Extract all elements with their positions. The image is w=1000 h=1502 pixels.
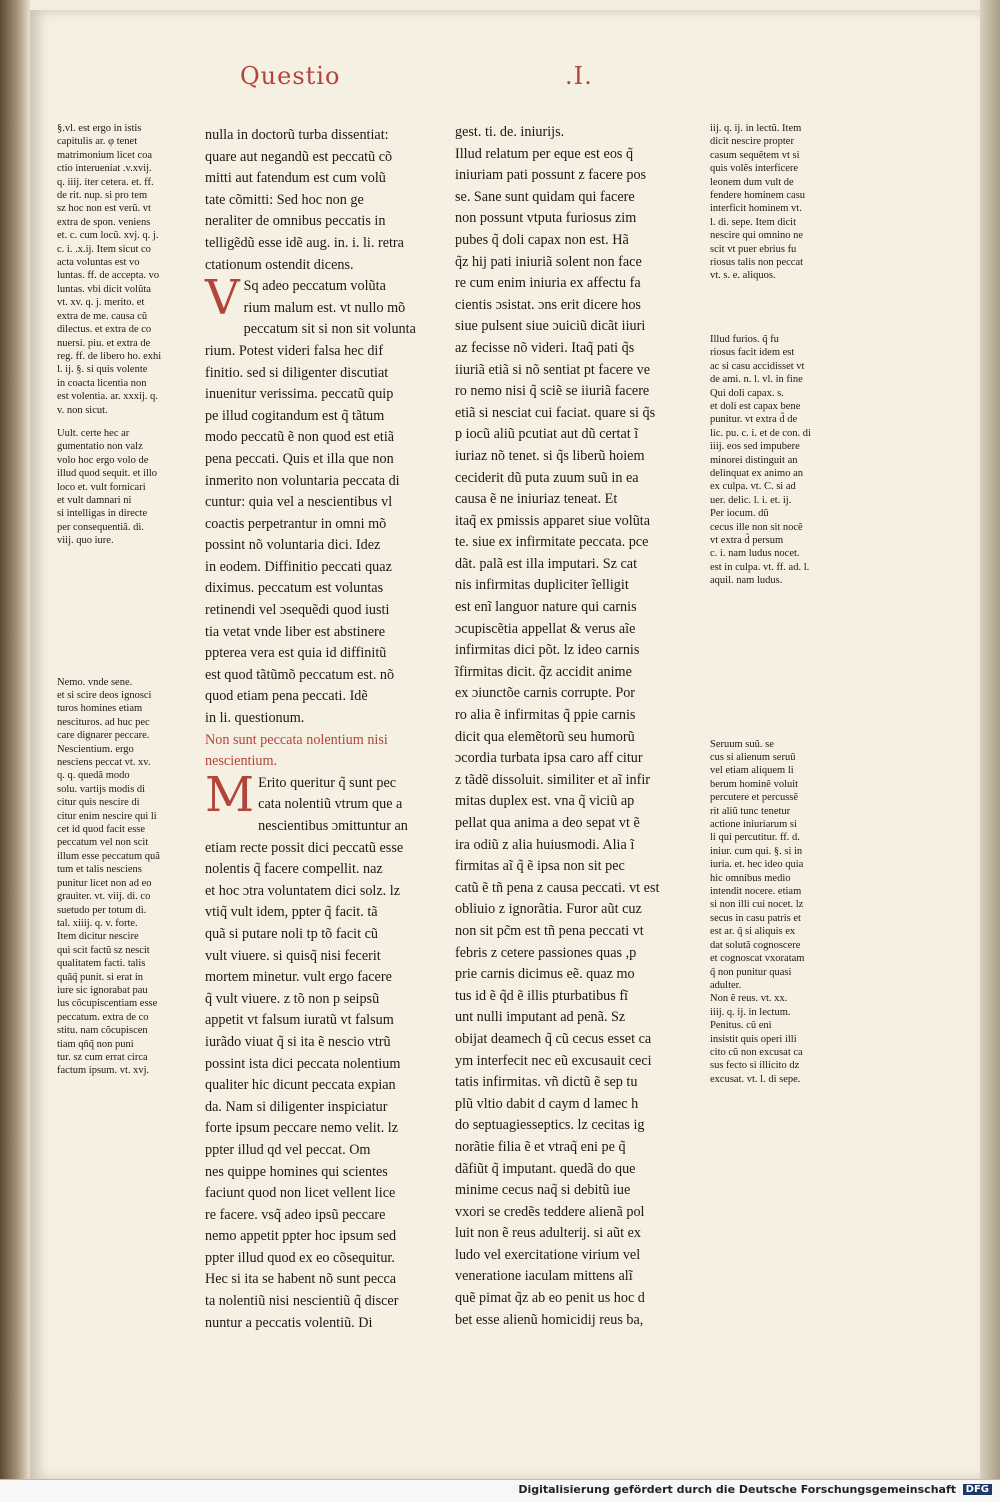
gloss-line: Illud furios. q̃ fu: [710, 333, 779, 345]
gloss-line: scit vt puer ebrius fu: [710, 243, 797, 255]
text-line: z tãdẽ dissoluit. similiter et aĩ infir: [455, 771, 651, 788]
gloss-line: nescituros. ad huc pec: [57, 716, 150, 728]
text-line: quã si putare noli tp tõ facit cũ: [205, 925, 378, 942]
gloss-line: et doli est capax bene: [710, 400, 801, 412]
text-line: te. siue ex infirmitate peccata. pce: [455, 534, 649, 551]
gloss-line: intendit nocere. etiam: [710, 886, 802, 898]
text-line: gest. ti. de. iniurijs.: [455, 124, 565, 140]
gloss-line: minorei distinguit an: [710, 454, 798, 466]
gloss-line: fendere hominem casu: [710, 190, 806, 202]
gloss-line: percutere et percussẽ: [710, 792, 799, 804]
text-line: Erito queritur q̃ sunt pec: [258, 774, 397, 791]
text-line: coactis perpetrantur in omni mõ: [205, 515, 387, 532]
text-line: itaq̃ ex pmissis apparet siue volũta: [455, 512, 651, 529]
gloss-line: loco et. vult fornicari: [57, 481, 146, 493]
gloss-line: per consequentiã. di.: [57, 521, 144, 533]
text-line: dãfiũt q̃ imputant. quedã do que: [455, 1160, 636, 1177]
gloss-line: ac si casu accidisset vt: [710, 360, 805, 372]
text-line: norãtie filia ẽ et vtraq̃ eni pe q̃: [455, 1138, 626, 1155]
gloss-line: cecus ille non sit nocẽ: [710, 521, 803, 533]
gloss-line: illum esse peccatum quã: [57, 850, 160, 862]
text-line: dicit qua elemẽtorũ seu humorũ: [455, 728, 635, 745]
gloss-line: nesciens peccat vt. xv.: [57, 757, 151, 769]
text-line: pe illud cogitandum est q̃ tãtum: [205, 407, 385, 424]
gloss-line: iuria. et. hec ideo quia: [710, 859, 804, 871]
gloss-line: viij. quo iure.: [57, 535, 114, 547]
gloss-line: Seruum suũ. se: [710, 738, 774, 750]
gloss-right-column: [710, 122, 840, 1232]
text-line: causa ẽ ne iniuriaz teneat. Et: [455, 491, 618, 508]
text-line: quare aut negandũ est peccatũ cõ: [205, 148, 393, 165]
gloss-right-block-2: [710, 333, 840, 588]
text-line: ceciderit dũ puta zuum suũ in ea: [455, 469, 639, 486]
gloss-line: §.vl. est ergo in istis: [57, 123, 142, 134]
text-line: q̃z hij pati iniuriã solent non face: [455, 253, 642, 270]
gloss-line: extra de me. causa cũ: [57, 310, 148, 322]
gloss-left-block-3: [57, 676, 182, 743]
running-head-number: .I.: [565, 62, 593, 90]
gloss-line: cito cũ non excusat ca: [710, 1046, 803, 1058]
gloss-line: cet id quod facit esse: [57, 824, 146, 836]
gloss-line: aquil. nam ludus.: [710, 575, 783, 587]
text-line: Sq adeo peccatum volũta: [243, 278, 386, 295]
gloss-line: berum hominẽ voluit: [710, 778, 799, 790]
gloss-line: Penitus. cũ eni: [710, 1020, 772, 1032]
text-line: Hec si ita se habent nõ sunt pecca: [205, 1271, 397, 1288]
gloss-line: l. ij. §. si quis volente: [57, 364, 148, 376]
running-head-title: Questio: [240, 62, 341, 90]
gloss-line: iiij. eos sed impubere: [710, 441, 800, 453]
gloss-line: capitulis ar. φ tenet: [57, 136, 138, 148]
text-line: ɔcordia turbata ipsa caro aff citur: [455, 750, 643, 767]
gloss-line: Item dicitur nescire: [57, 931, 139, 943]
gloss-line: luntas. ff. de accepta. vo: [57, 270, 160, 282]
decorated-initial-m: M: [205, 766, 255, 823]
text-line: telligẽdũ esse idẽ aug. in. i. li. retra: [205, 234, 404, 251]
gloss-line: sz hoc non est verũ. vt: [57, 203, 151, 215]
gloss-line: qualitatem facti. talis: [57, 958, 146, 970]
gloss-line: riosus talis non peccat: [710, 257, 804, 269]
gloss-right-block-3: [710, 738, 840, 1087]
text-line: vxori se credẽs teddere alienã pol: [455, 1203, 645, 1220]
text-line: ludo vel exercitatione virium vel: [455, 1246, 641, 1263]
text-line: re facere. vsq̃ adeo ipsũ peccare: [205, 1206, 386, 1223]
text-line: vtiq̃ vult idem, ppter q̃ facit. tã: [205, 904, 378, 921]
gloss-line: in coacta licentia non: [57, 377, 147, 389]
text-line: nis infirmitas dupliciter ĩelligit: [455, 577, 629, 594]
text-line: vult viuere. si quisq̃ nisi fecerit: [205, 947, 381, 964]
page-edge: [980, 0, 1000, 1490]
text-line: da. Nam si diligenter inspiciatur: [205, 1098, 388, 1115]
gloss-line: punitur. vt extra d̃ de: [710, 414, 798, 426]
gloss-line: si intelligas in directe: [57, 508, 148, 520]
gloss-line: q̃ non punitur quasi: [710, 966, 792, 978]
text-line: et hoc ɔtra voluntatem dici solz. lz: [205, 882, 401, 899]
text-line: tia vetat vnde liber est abstinere: [205, 623, 386, 640]
gloss-line: c. i. nam ludus nocet.: [710, 548, 800, 560]
text-line: q̃ vult viuere. z tõ non p seipsũ: [205, 990, 380, 1007]
text-line: in li. questionum.: [205, 710, 305, 727]
gloss-line: c. i. .x.ij. Item sicut co: [57, 243, 151, 255]
gloss-left-block-4: [57, 743, 182, 1078]
text-line: ta nolentiũ nisi nescientiũ q̃ discer: [205, 1293, 399, 1310]
text-line: bet esse alienũ homicidij reus ba,: [455, 1311, 644, 1328]
gloss-line: ex culpa. vt. C. si ad: [710, 481, 796, 493]
text-line: etiam recte possit dici peccatũ esse: [205, 839, 404, 856]
gloss-line: gumentatio non valz: [57, 441, 143, 453]
text-line: possint ista dici peccata nolentium: [205, 1055, 401, 1072]
text-line: rium. Potest videri falsa hec dif: [205, 342, 384, 359]
gloss-line: et. c. cum locũ. xvj. q. j.: [57, 230, 159, 242]
gloss-right-block-1: [710, 122, 840, 283]
text-line: iuriaz nõ tenet. si q̃s liberũ hoiem: [455, 447, 645, 464]
text-line: forte ipsum peccare nemo velit. lz: [205, 1120, 399, 1137]
text-line: non sit pc̃m est tñ pena peccati vt: [455, 922, 644, 939]
text-line: luit non ẽ reus adulterij. si aũt ex: [455, 1225, 641, 1242]
col1-paragraph-3: [205, 766, 445, 1334]
gloss-line: ctio interueniat .v.xvij.: [57, 163, 152, 175]
gloss-line: v. non sicut.: [57, 404, 108, 416]
text-column-2: [455, 122, 700, 1328]
text-line: quẽ pimat q̃z ab eo penit us hoc d: [455, 1290, 645, 1307]
text-line: tate cõmitti: Sed hoc non ge: [205, 191, 364, 208]
gloss-line: quãq̃ punit. si erat in: [57, 971, 144, 983]
text-line: faciunt quod non licet vellent lice: [205, 1185, 396, 1202]
gloss-line: nescire qui omnino ne: [710, 230, 804, 242]
gloss-line: iure sic ignorabat pau: [57, 984, 148, 996]
gloss-line: dilectus. et extra de co: [57, 324, 152, 336]
gloss-line: et cognoscat vxoratam: [710, 953, 805, 965]
rubric-line: nescientium.: [205, 753, 278, 770]
gloss-line: est ar. q̃ si aliquis ex: [710, 926, 796, 938]
gloss-line: peccatum. extra de co: [57, 1011, 149, 1023]
text-line: ppterea vera est quia id diffinitũ: [205, 645, 387, 662]
decorated-initial-v: V: [205, 270, 240, 327]
gloss-line: matrimonium licet coa: [57, 149, 153, 161]
text-line: qualiter hic dicunt peccata expian: [205, 1077, 396, 1094]
gloss-line: li qui percutitur. ff. d.: [710, 832, 800, 844]
text-line: ɔcupiscẽtia appellat & verus aĩe: [455, 620, 636, 637]
gloss-line: Per iocum. dũ: [710, 508, 769, 520]
gloss-line: care dignarer peccare.: [57, 730, 150, 742]
gloss-line: iniur. cum qui. §. si in: [710, 845, 803, 857]
text-line: unt nulli imputant ad penã. Sz: [455, 1009, 626, 1026]
gloss-line: Uult. certe hec ar: [57, 427, 130, 439]
text-line: pena peccati. Quis et illa que non: [205, 450, 394, 467]
text-line: p iocũ aliũ pcutiat aut dũ certat ĩ: [455, 426, 639, 443]
gloss-line: citur enim nescire qui li: [57, 810, 157, 822]
text-line: re cum enim iniuria ex affectu fa: [455, 275, 641, 292]
text-line: cata nolentiũ vtrum que a: [258, 796, 403, 813]
gloss-line: extra de spon. veniens: [57, 216, 151, 228]
gloss-line: riosus facit idem est: [710, 347, 795, 359]
gloss-line: et si scire deos ignosci: [57, 690, 152, 701]
gloss-line: dicit nescire propter: [710, 136, 794, 148]
text-line: se. Sane sunt quidam qui facere: [455, 188, 635, 205]
gloss-line: acta voluntas est vo: [57, 257, 140, 269]
gloss-line: cus si alienum seruũ: [710, 752, 796, 763]
text-line: cuntur: quia vel a nescientibus vl: [205, 494, 393, 511]
funding-notice: Digitalisierung gefördert durch die Deutsche Forschungsgemeinschaft: [518, 1483, 956, 1496]
text-line: cientis ɔsistat. ɔns erit dicere hos: [455, 296, 641, 313]
text-line: inmerito non voluntaria peccata di: [205, 472, 400, 489]
text-line: nemo appetit ppter hoc ipsum sed: [205, 1228, 397, 1245]
gloss-line: Qui doli capax. s.: [710, 387, 784, 399]
text-line: quod etiam pena peccati. Idẽ: [205, 688, 368, 705]
gloss-left-column: [57, 122, 182, 1302]
gloss-line: actione iniuriarum si: [710, 819, 797, 831]
gloss-line: illud quod sequit. et illo: [57, 468, 158, 480]
book-binding: [0, 0, 30, 1502]
gloss-line: citur quis nescire di: [57, 797, 140, 809]
footer-bar: [0, 1479, 1000, 1502]
gloss-line: luntas. vbi dicit volũta: [57, 283, 151, 295]
text-line: mortem minetur. vult ergo facere: [205, 969, 392, 986]
text-line: prie carnis dicimus eẽ. quaz mo: [455, 966, 635, 983]
text-line: diximus. peccatum est voluntas: [205, 580, 384, 597]
gloss-line: de rit. nup. si pro tem: [57, 190, 148, 202]
text-line: mitas duplex est. vna q̃ viciũ ap: [455, 793, 635, 810]
text-line: obijat deamech q̃ cũ cecus esset ca: [455, 1030, 652, 1047]
gloss-line: iiij. q. ij. in lectum.: [710, 1006, 791, 1018]
gloss-line: tum et talis nesciens: [57, 864, 142, 876]
gloss-line: tur. sz cum errat circa: [57, 1051, 148, 1063]
section-rubric: [205, 730, 445, 773]
gloss-left-block-1: [57, 122, 182, 417]
gloss-line: est volentia. ar. xxxij. q.: [57, 391, 158, 403]
text-line: ppter illud qd vel peccat. Om: [205, 1141, 371, 1158]
gloss-line: est in culpa. vt. ff. ad. l.: [710, 561, 810, 573]
text-line: iiuriã etiã si nõ sentiat pt facere ve: [455, 361, 650, 378]
text-line: nuntur a peccatis volentiũ. Di: [205, 1314, 373, 1331]
text-line: neraliter de omnibus peccatis in: [205, 213, 386, 230]
text-line: ppter illud quod ex eo cõsequitur.: [205, 1249, 395, 1266]
text-line: ym interfecit nec eũ excusauit ceci: [455, 1052, 652, 1069]
gloss-line: punitur licet non ad eo: [57, 877, 152, 889]
gloss-line: excusat. vt. l. di sepe.: [710, 1073, 801, 1085]
text-line: ex ɔiunctõe carnis corrupte. Por: [455, 685, 636, 702]
text-line: retinendi vel ɔsequẽdi quod iusti: [205, 602, 390, 619]
col1-paragraph-2: [205, 270, 445, 729]
gloss-line: volo hoc ergo volo de: [57, 454, 149, 466]
text-line: appetit vt falsum iuratũ vt falsum: [205, 1012, 394, 1029]
gloss-line: tiam qñq̃ non puni: [57, 1038, 134, 1050]
gloss-line: sus fecto si illicito dz: [710, 1060, 800, 1072]
gloss-line: q. q. quedã modo: [57, 770, 130, 782]
text-line: ira odiũ z alia huiusmodi. Alia ĩ: [455, 836, 635, 853]
text-line: tus id ẽ q̃d ẽ illis pturbatibus fĩ: [455, 987, 628, 1004]
text-line: iniuriam pati possunt z facere pos: [455, 167, 647, 184]
gloss-line: vt. xv. q. j. merito. et: [57, 297, 145, 309]
text-line: az fecisse nõ videri. Itaq̃ pati q̃s: [455, 339, 635, 356]
gloss-line: quis volẽs interficere: [710, 163, 799, 175]
text-line: ro alia ẽ infirmitas q̃ ppie carnis: [455, 707, 636, 724]
text-line: nes quippe homines qui scientes: [205, 1163, 388, 1180]
text-line: ro nemo nisi q̃ sciẽ se iiuriã facere: [455, 383, 650, 400]
gloss-line: iij. q. ij. in lectũ. Item: [710, 123, 802, 134]
text-line: minime cecus naq̃ si debitũ iue: [455, 1182, 631, 1199]
dfg-logo: DFG: [963, 1484, 992, 1495]
text-line: ĩfirmitas dicit. q̃z accidit anime: [455, 663, 632, 680]
text-line: firmitas aĩ q̃ ẽ ipsa non sit pec: [455, 858, 625, 875]
gloss-line: reg. ff. de libero ho. exhi: [57, 350, 162, 362]
gloss-line: peccatum vel non scit: [57, 837, 149, 849]
text-line: peccatum sit si non sit volunta: [243, 321, 416, 338]
gloss-line: Nemo. vnde sene.: [57, 676, 133, 688]
gloss-line: rit aliũ tunc tenetur: [710, 805, 791, 817]
gloss-line: uer. delic. l. i. et. ij.: [710, 494, 792, 506]
text-line: infirmitas dici põt. lz ideo carnis: [455, 642, 640, 659]
gloss-line: si non illi cui nocet. lz: [710, 899, 804, 911]
gloss-line: lus cõcupiscentiam esse: [57, 998, 158, 1010]
gloss-line: vt. s. e. aliquos.: [710, 270, 776, 282]
text-column-1: [205, 125, 445, 1331]
col2-paragraph: [455, 122, 700, 1331]
gloss-line: tal. xiiij. q. v. forte.: [57, 917, 138, 929]
gloss-line: et vult damnari ni: [57, 494, 132, 506]
gloss-line: qui scit factũ sz nescit: [57, 944, 150, 956]
text-line: pellat qua anima a deo sepat vt ẽ: [455, 815, 640, 831]
text-line: est quod tãtũmõ peccatum est. nõ: [205, 666, 395, 683]
gloss-line: nuersi. piu. et extra de: [57, 337, 151, 349]
text-line: nescientibus ɔmittuntur an: [258, 818, 408, 834]
gloss-line: de ami. n. l. vl. in fine: [710, 374, 803, 386]
gloss-line: q. iiij. iter cetera. et. ff.: [57, 176, 154, 188]
gloss-line: leonem dum vult de: [710, 176, 794, 188]
text-line: febris z cetere passiones quas ,p: [455, 944, 637, 961]
gloss-line: interficit hominem vt.: [710, 203, 802, 215]
gloss-left-block-2: [57, 427, 182, 548]
gloss-line: vel etiam aliquem li: [710, 765, 794, 777]
text-line: mitti aut fatendum est cum volũ: [205, 170, 386, 187]
gloss-line: vt extra d̃ persum: [710, 534, 784, 546]
gloss-line: l. di. sepe. Item dicit: [710, 216, 797, 228]
gloss-line: hic omnibus medio: [710, 872, 791, 884]
text-line: do septuagiesseptics. lz cecitas ig: [455, 1117, 645, 1134]
text-line: etiã si nesciat cui faciat. quare si q̃s: [455, 404, 656, 421]
gloss-line: lic. pu. c. i. et de con. di: [710, 427, 811, 439]
text-line: plũ vltio dabit d caym d lamec h: [455, 1095, 639, 1112]
text-line: catũ ẽ tñ pena z causa peccati. vt est: [455, 879, 660, 896]
text-line: est enĩ languor nature qui carnis: [455, 599, 637, 616]
text-line: obliuio z ignorãtia. Furor aũt cuz: [455, 901, 642, 918]
text-line: dãt. palã est illa imputari. Sz cat: [455, 555, 638, 572]
gloss-line: stitu. nam cõcupiscen: [57, 1025, 148, 1037]
gloss-line: secus in casu patris et: [710, 912, 801, 924]
text-line: pubes q̃ doli capax non est. Hã: [455, 231, 629, 248]
text-line: modo peccatũ ẽ non quod est etiã: [205, 429, 395, 446]
col1-paragraph-1: [205, 125, 445, 276]
gloss-line: dat solutã cognoscere: [710, 939, 801, 951]
gloss-line: solu. vartijs modis di: [57, 783, 146, 795]
gloss-line: turos homines etiam: [57, 703, 143, 715]
gloss-line: Non ẽ reus. vt. xx.: [710, 993, 788, 1005]
text-line: nulla in doctorũ turba dissentiat:: [205, 127, 389, 143]
text-line: in eodem. Diffinitio peccati quaz: [205, 558, 392, 575]
text-line: rium malum est. vt nullo mõ: [243, 299, 406, 316]
gloss-line: adulter.: [710, 979, 742, 991]
text-line: siue pulsent siue ɔuiciũ dicãt iiuri: [455, 318, 646, 335]
text-line: finitio. sed si diligenter discutiat: [205, 364, 389, 381]
text-line: non possunt vtputa furiosus zim: [455, 210, 637, 227]
gloss-line: grauiter. vt. viij. di. co: [57, 891, 151, 903]
text-line: inuenitur verissima. peccatũ quip: [205, 386, 394, 403]
rubric-line: Non sunt peccata nolentium nisi: [205, 731, 388, 748]
text-line: Illud relatum per eque est eos q̃: [455, 145, 634, 162]
text-line: ctationum ostendit dicens.: [205, 256, 354, 273]
gloss-line: suetudo per totum di.: [57, 904, 147, 916]
text-line: veneratione iaculam mittens alĩ: [455, 1268, 633, 1285]
gloss-line: insistit quis operi illi: [710, 1033, 797, 1045]
text-line: iurãdo viuat q̃ si ita ẽ nescio vtrũ: [205, 1033, 391, 1050]
text-line: nolentis q̃ facere compellit. naz: [205, 861, 383, 878]
text-line: possint nõ voluntaria dici. Idez: [205, 537, 381, 554]
gloss-line: casum sequẽtem vt si: [710, 149, 800, 161]
gloss-line: factum ipsum. vt. xvj.: [57, 1065, 150, 1077]
gloss-line: Nescientium. ergo: [57, 743, 134, 755]
text-line: tatis infirmitas. vñ dictũ ẽ sep tu: [455, 1074, 638, 1091]
gloss-line: delinquat ex animo an: [710, 467, 804, 479]
